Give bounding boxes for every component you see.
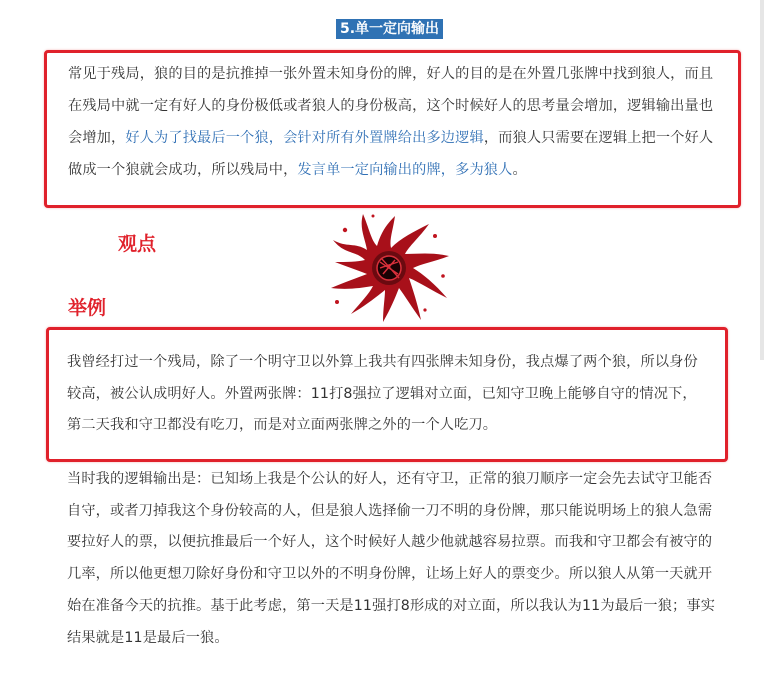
viewpoint-highlight-2: 发言单一定向输出的牌，多为狼人 [297,162,513,178]
viewpoint-highlight-1: 好人为了找最后一个狼，会针对所有外置牌给出多边逻辑 [125,130,484,146]
scrollbar[interactable] [760,0,764,360]
viewpoint-paragraph [68,58,718,186]
analysis-paragraph: 当时我的逻辑输出是：已知场上我是个公认的好人，还有守卫，正常的狼刀顺序一定会先去试守卫能否自守，或者刀掉我这个身份较高的人，但是狼人选择偷一刀不明的身份牌，那只能说明场上的狼人急需要拉好人的票，以便抗推最后一个好人，这个时候好人越少他就越容易拉票。而我和守卫都会有被守的几率，所以他更想刀除好身份和守卫以外的不明身份牌，让场上好人的票变少。所以狼人从第一天就开始在准备今天的抗推。基于此考虑，第一天是11强打8形成的对立面，所以我认为11为最后一狼；事实结果就是11是最后一狼。 [67,471,716,646]
example-paragraph: 我曾经打过一个残局，除了一个明守卫以外算上我共有四张牌未知身份，我点爆了两个狼，所以身份较高，被公认成明好人。外置两张牌：11打8强拉了逻辑对立面，已知守卫晚上能够自守的情况下，第二天我和守卫都没有吃刀，而是对立面两张牌之外的一个人吃刀。 [67,354,698,433]
label-viewpoint: 观点 [118,233,157,255]
label-example: 举例 [68,297,107,319]
blood-splatter-image [325,210,455,325]
viewpoint-text-1: 常见于残局，狼的目的是抗推掉一张外置未知身份的牌，好人的目的是在外置几张牌中找到狼人，而且在残局中就一定有好人的身份极低或者狼人的身份极高，这个时候好人的思考量会增加，逻辑输出量也会增加， [68,66,714,146]
section-heading: 5.单一定向输出 [336,19,443,39]
viewpoint-text-3: 。 [512,162,527,178]
viewpoint-text-2: ，而狼人只需要在逻辑上把一个好人做成一个狼就会成功，所以残局中， [68,130,714,178]
